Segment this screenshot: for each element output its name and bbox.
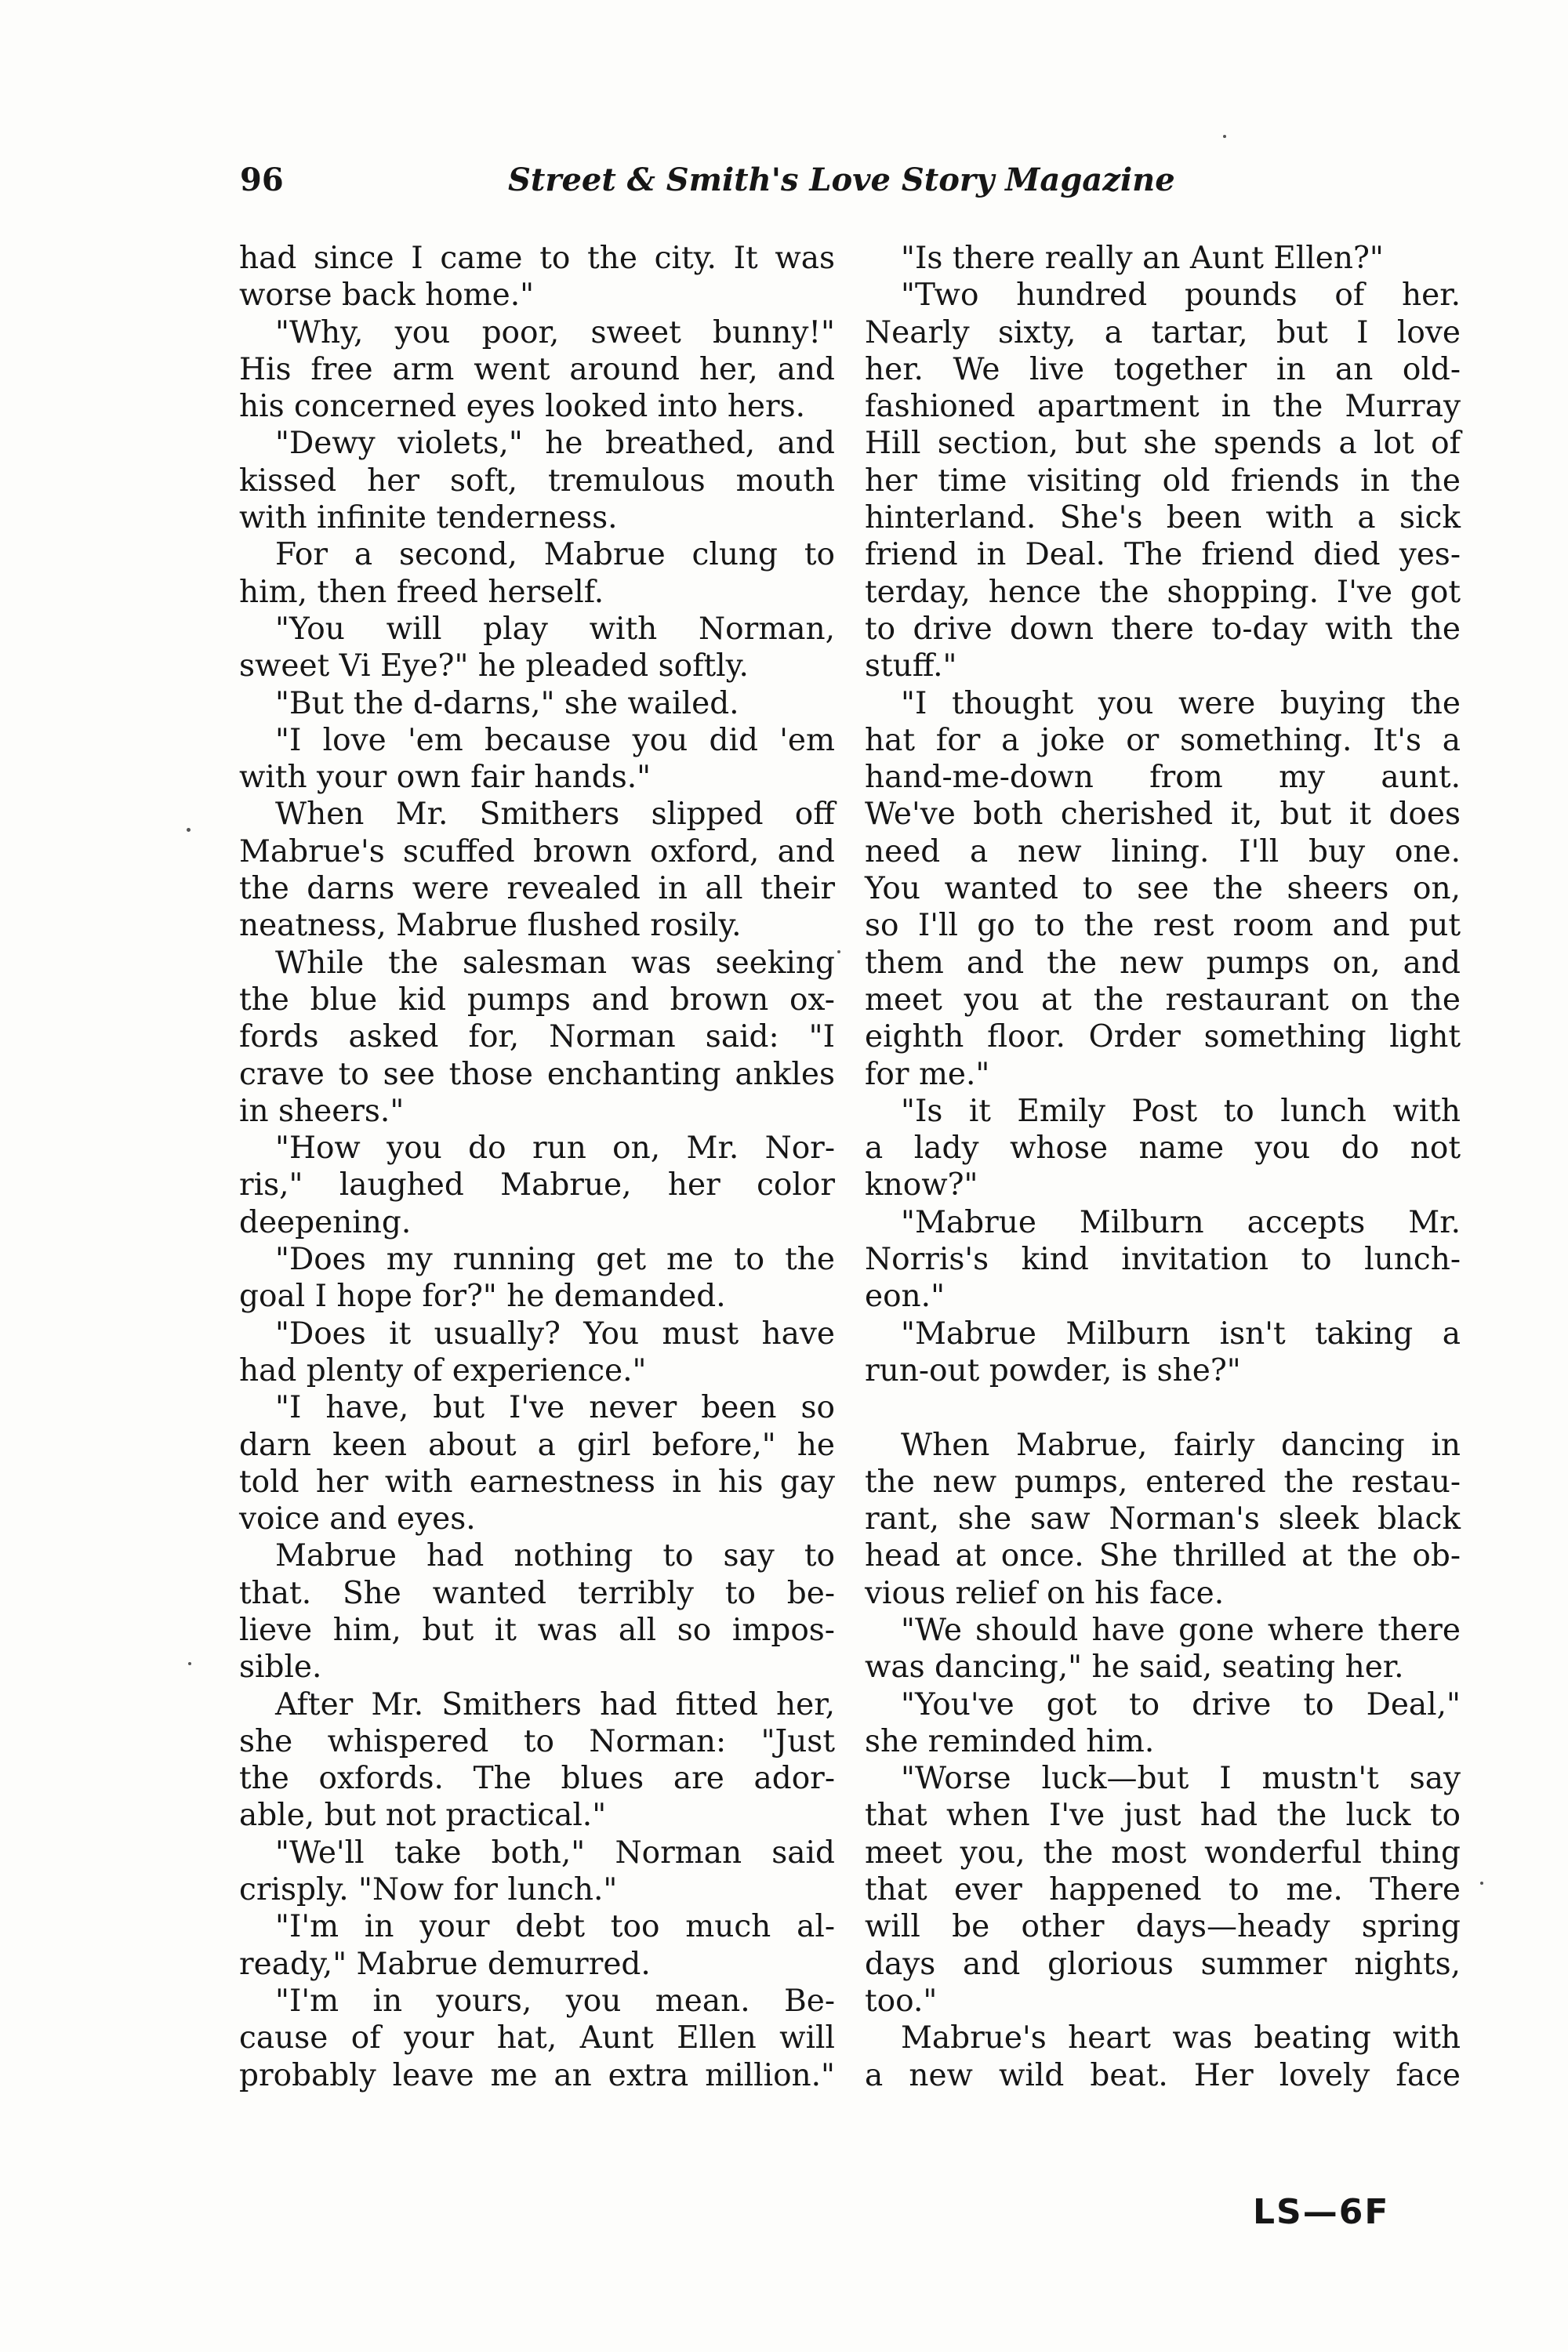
text-line: her time visiting old friends in the	[865, 463, 1461, 499]
text-line: "Mabrue Milburn accepts Mr.	[901, 1204, 1461, 1240]
section-break	[865, 1389, 1461, 1426]
scan-speck	[187, 828, 191, 832]
text-line: ris," laughed Mabrue, her color	[239, 1167, 835, 1203]
text-line: his concerned eyes looked into hers.	[239, 389, 806, 425]
text-line: Nearly sixty, a tartar, but I love	[865, 314, 1461, 350]
text-line: told her with earnestness in his gay	[239, 1464, 835, 1500]
magazine-title: Street & Smith's Love Story Magazine	[508, 162, 1175, 198]
text-line: a new wild beat. Her lovely face	[865, 2057, 1461, 2093]
text-line: vious relief on his face.	[865, 1575, 1225, 1611]
text-line: For a second, Mabrue clung to	[275, 537, 835, 573]
text-line: eon."	[865, 1279, 946, 1315]
text-line: him, then freed herself.	[239, 574, 604, 610]
text-line: "You've got to drive to Deal,"	[901, 1686, 1461, 1722]
text-line: neatness, Mabrue flushed rosily.	[239, 908, 742, 944]
text-line: "Mabrue Milburn isn't taking a	[901, 1316, 1461, 1352]
text-line: hat for a joke or something. It's a	[865, 722, 1461, 758]
text-line: His free arm went around her, and	[239, 351, 835, 387]
text-line: "Dewy violets," he breathed, and	[275, 426, 835, 462]
text-line: "We should have gone where there	[901, 1612, 1461, 1648]
text-line: ready," Mabrue demurred.	[239, 1946, 651, 1982]
text-line: so I'll go to the rest room and put	[865, 908, 1461, 944]
text-line: "I'm in your debt too much al-	[275, 1909, 835, 1945]
text-line: them and the new pumps on, and	[865, 945, 1461, 981]
text-line: sible.	[239, 1650, 322, 1686]
text-line: "I thought you were buying the	[901, 685, 1461, 721]
scan-speck	[188, 1662, 191, 1665]
text-line: for me."	[865, 1056, 990, 1092]
left-text-column	[239, 240, 835, 2094]
text-line: "But the d-darns," she wailed.	[275, 685, 739, 721]
text-line: the oxfords. The blues are ador-	[239, 1761, 835, 1797]
text-line: "Is there really an Aunt Ellen?"	[901, 241, 1384, 276]
text-line: darn keen about a girl before," he	[239, 1427, 835, 1463]
text-line: was dancing," he said, seating her.	[865, 1650, 1404, 1686]
text-line: We've both cherished it, but it does	[865, 797, 1461, 833]
text-line: days and glorious summer nights,	[865, 1946, 1461, 1982]
text-line: the blue kid pumps and brown ox-	[239, 982, 835, 1018]
text-line: deepening.	[239, 1204, 412, 1240]
text-line: with infinite tenderness.	[239, 500, 618, 536]
text-line: "I love 'em because you did 'em	[275, 722, 835, 758]
text-line: probably leave me an extra million."	[239, 2057, 835, 2093]
text-line: When Mr. Smithers slipped off	[275, 797, 835, 833]
text-line: with your own fair hands."	[239, 760, 652, 796]
text-line: You wanted to see the sheers on,	[865, 871, 1461, 907]
text-line: that. She wanted terribly to be-	[239, 1575, 835, 1611]
text-line: will be other days—heady spring	[865, 1909, 1461, 1945]
text-line: Mabrue had nothing to say to	[275, 1538, 835, 1574]
text-line: "Why, you poor, sweet bunny!"	[275, 314, 835, 350]
text-line: "Two hundred pounds of her.	[901, 278, 1461, 314]
text-line: able, but not practical."	[239, 1798, 607, 1834]
text-line: "Is it Emily Post to lunch with	[901, 1093, 1461, 1129]
text-line: need a new lining. I'll buy one.	[865, 833, 1461, 869]
text-line: "Does my running get me to the	[275, 1242, 835, 1278]
signature-code: LS—6F	[1253, 2192, 1390, 2232]
page-number: 96	[240, 162, 284, 198]
text-line: that ever happened to me. There	[865, 1872, 1461, 1908]
text-line: rant, she saw Norman's sleek black	[865, 1501, 1461, 1537]
text-line: voice and eyes.	[239, 1501, 476, 1537]
text-line: in sheers."	[239, 1093, 405, 1129]
text-line: run-out powder, is she?"	[865, 1352, 1241, 1388]
text-line: she whispered to Norman: "Just	[239, 1723, 835, 1759]
text-line: worse back home."	[239, 278, 535, 314]
text-line: crave to see those enchanting ankles	[239, 1056, 835, 1092]
text-line: eighth floor. Order something light	[865, 1019, 1461, 1055]
text-line: head at once. She thrilled at the ob-	[865, 1538, 1461, 1574]
text-line: had since I came to the city. It was	[239, 241, 835, 276]
text-line: "Worse luck—but I mustn't say	[901, 1761, 1461, 1797]
text-line: the new pumps, entered the restau-	[865, 1464, 1461, 1500]
text-line: meet you, the most wonderful thing	[865, 1835, 1461, 1871]
text-line: Mabrue's scuffed brown oxford, and	[239, 833, 835, 869]
text-line: hand-me-down from my aunt.	[865, 760, 1461, 796]
text-line: know?"	[865, 1167, 978, 1203]
scan-speck	[1480, 1882, 1483, 1885]
text-line: a lady whose name you do not	[865, 1131, 1461, 1167]
scan-speck	[837, 950, 840, 953]
text-line: had plenty of experience."	[239, 1352, 647, 1388]
text-line: kissed her soft, tremulous mouth	[239, 463, 835, 499]
text-line: the darns were revealed in all their	[239, 871, 835, 907]
text-line: After Mr. Smithers had fitted her,	[275, 1686, 835, 1722]
text-line: fashioned apartment in the Murray	[865, 389, 1461, 425]
scan-speck	[1223, 135, 1226, 138]
text-line: sweet Vi Eye?" he pleaded softly.	[239, 648, 749, 684]
text-line: "We'll take both," Norman said	[275, 1835, 835, 1871]
text-line: her. We live together in an old-	[865, 351, 1461, 387]
text-line: "How you do run on, Mr. Nor-	[275, 1131, 835, 1167]
text-line: stuff."	[865, 648, 957, 684]
text-line: fords asked for, Norman said: "I	[239, 1019, 835, 1055]
text-line: Norris's kind invitation to lunch-	[865, 1242, 1461, 1278]
text-line: meet you at the restaurant on the	[865, 982, 1461, 1018]
text-line: lieve him, but it was all so impos-	[239, 1612, 835, 1648]
text-line: hinterland. She's been with a sick	[865, 500, 1461, 536]
text-line: Hill section, but she spends a lot of	[865, 426, 1461, 462]
text-line: that when I've just had the luck to	[865, 1798, 1461, 1834]
text-line: "Does it usually? You must have	[275, 1316, 835, 1352]
right-text-column	[865, 240, 1461, 2094]
text-line: "You will play with Norman,	[275, 611, 835, 647]
text-line: When Mabrue, fairly dancing in	[901, 1427, 1461, 1463]
text-line: "I have, but I've never been so	[275, 1390, 835, 1426]
text-line: to drive down there to-day with the	[865, 611, 1461, 647]
text-line: crisply. "Now for lunch."	[239, 1872, 618, 1908]
text-line: "I'm in yours, you mean. Be-	[275, 1983, 835, 2019]
text-line: terday, hence the shopping. I've got	[865, 574, 1461, 610]
text-line: too."	[865, 1983, 938, 2019]
text-line: cause of your hat, Aunt Ellen will	[239, 2020, 835, 2056]
text-line: Mabrue's heart was beating with	[901, 2020, 1461, 2056]
text-line: friend in Deal. The friend died yes-	[865, 537, 1461, 573]
text-line: she reminded him.	[865, 1723, 1155, 1759]
text-line: goal I hope for?" he demanded.	[239, 1279, 726, 1315]
text-line: While the salesman was seeking	[275, 945, 835, 981]
running-header	[240, 162, 1283, 209]
